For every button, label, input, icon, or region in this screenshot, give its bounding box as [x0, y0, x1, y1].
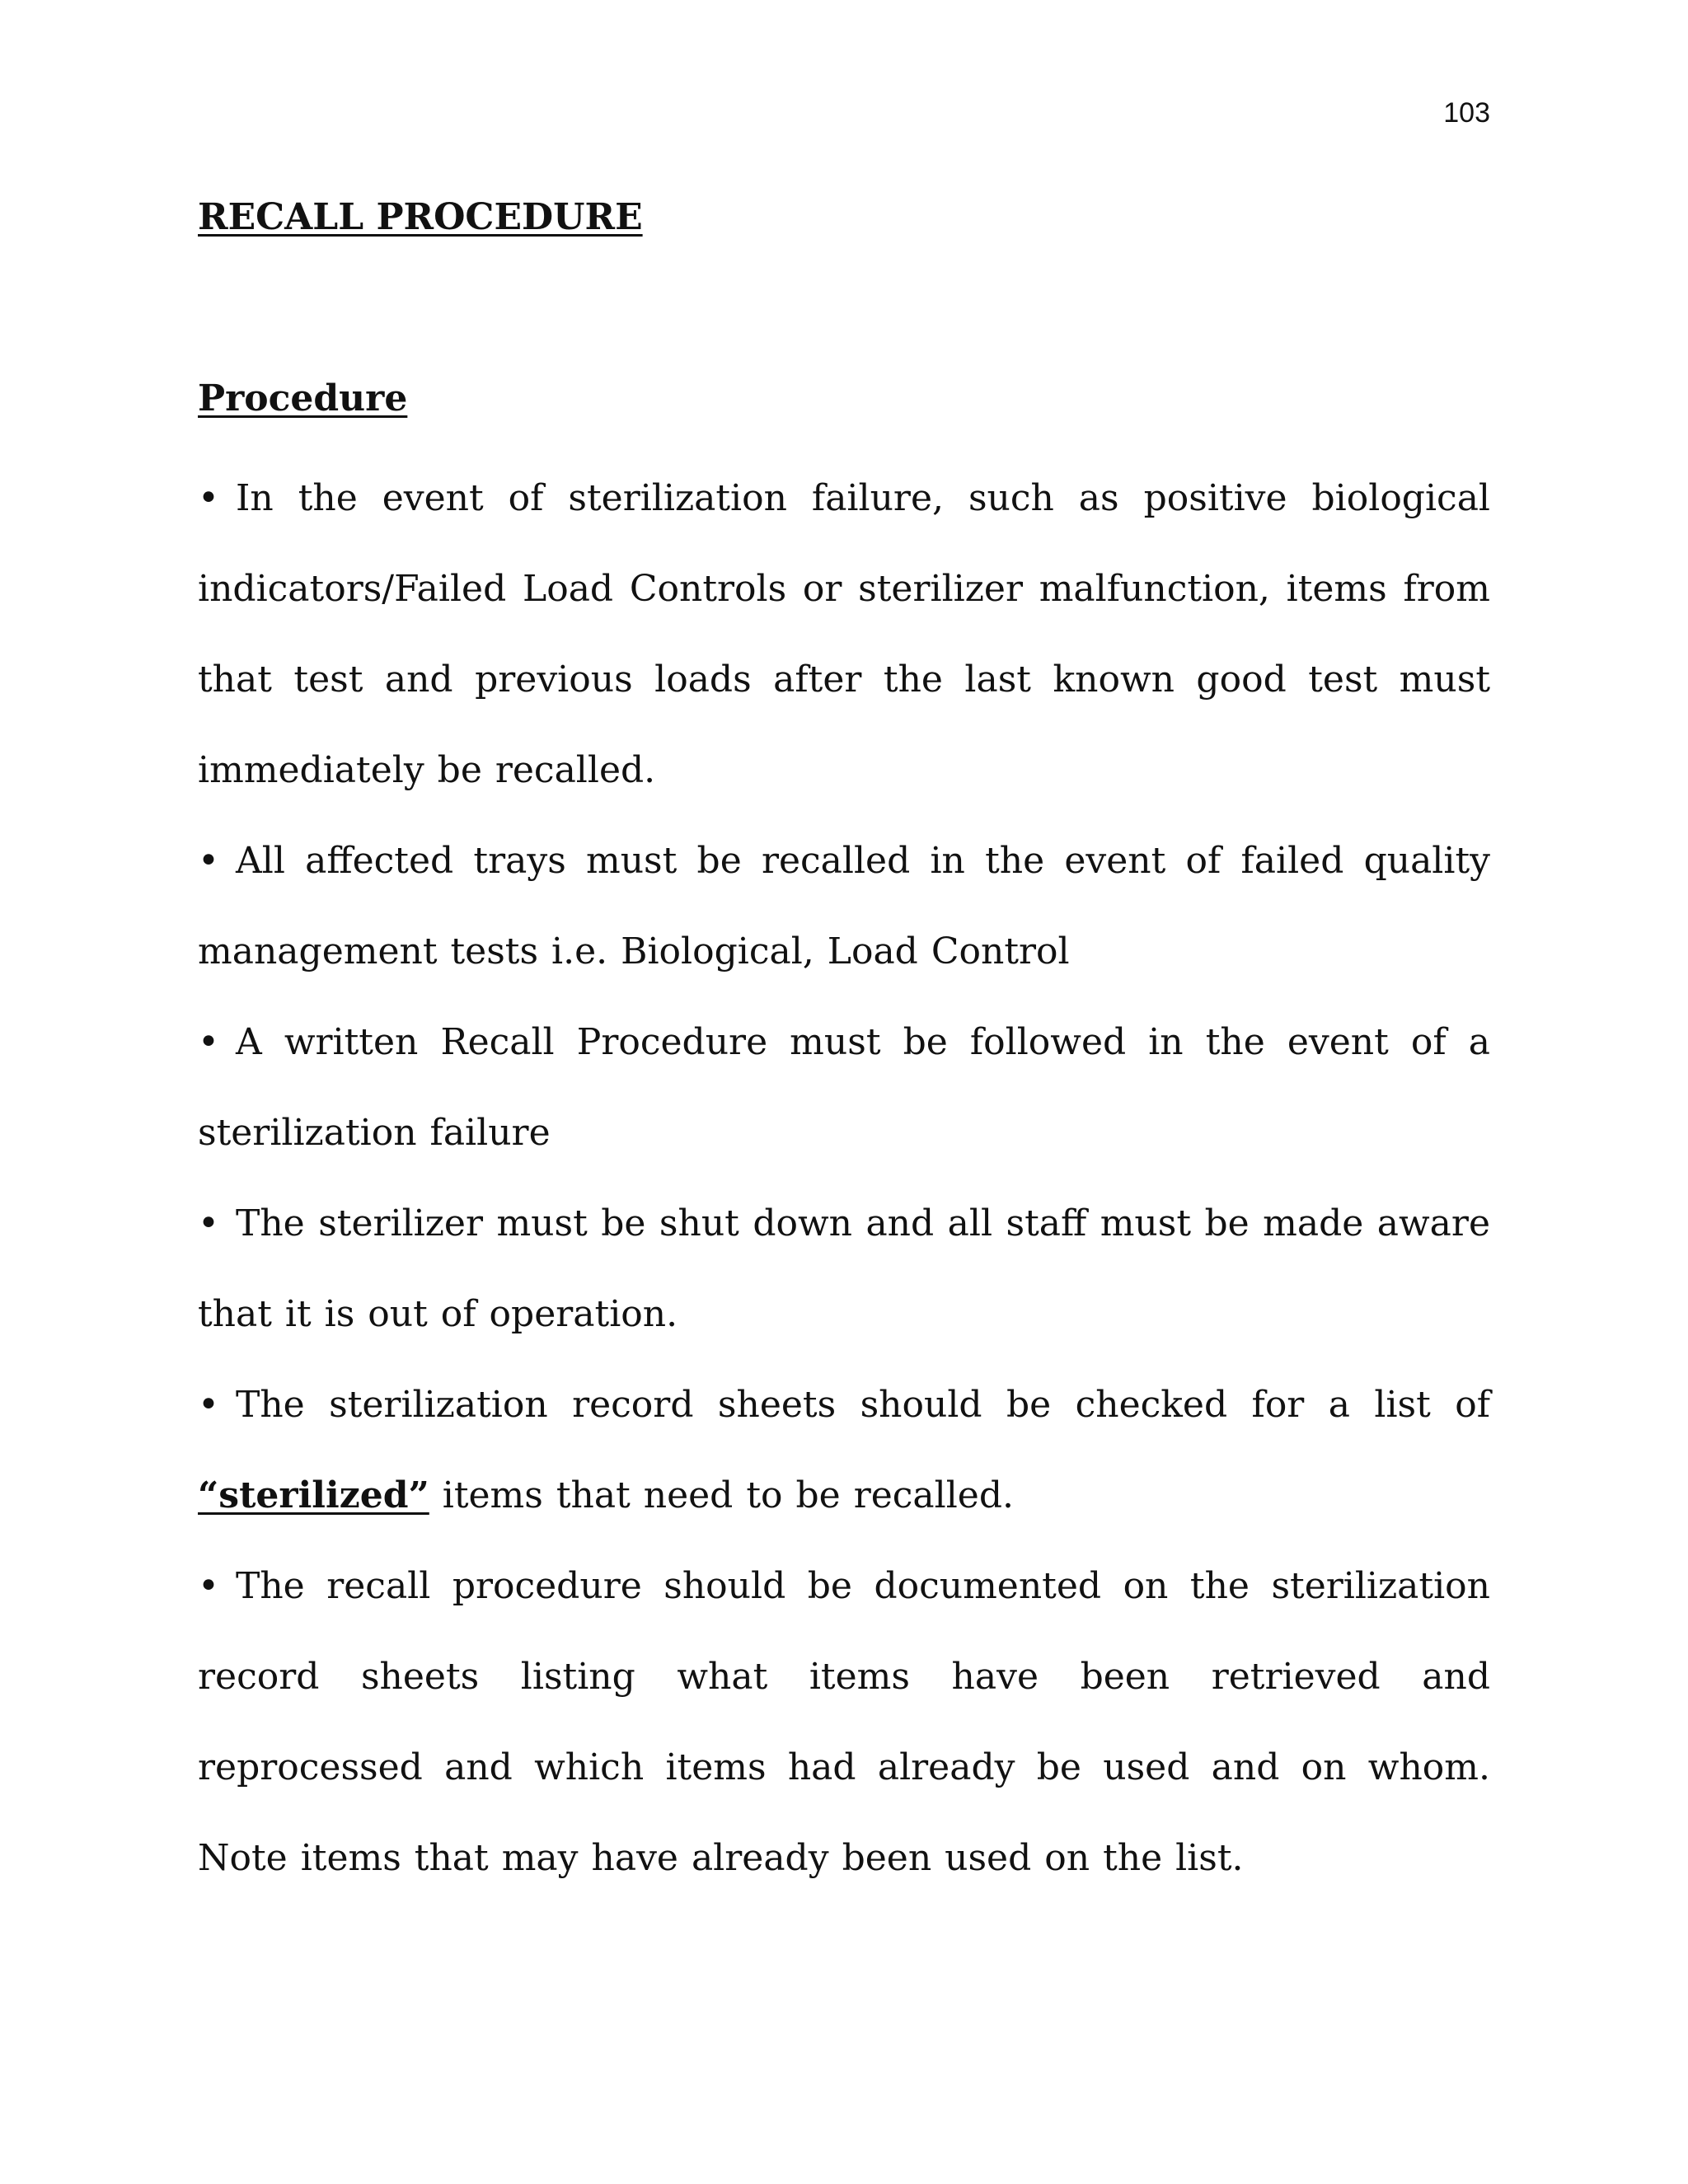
- procedure-item: [198, 1360, 1490, 1541]
- document-body: [198, 191, 1490, 1904]
- bullet-icon: •: [198, 1202, 219, 1244]
- procedure-item: [198, 453, 1490, 816]
- document-title: RECALL PROCEDURE: [198, 196, 643, 238]
- bullet-icon: •: [198, 840, 219, 882]
- bullet-icon: •: [198, 1565, 219, 1607]
- procedure-item-text-after: items that need to be recalled.: [429, 1474, 1014, 1516]
- procedure-list: [198, 453, 1490, 1904]
- procedure-item-text: All affected trays must be recalled in the event of failed quality management tests i.e. Biological, Load Control: [198, 840, 1490, 972]
- bullet-icon: •: [198, 1384, 219, 1426]
- procedure-item-text: In the event of sterilization failure, such as positive biological indicators/Failed Load Controls or sterilizer malfunction, items from that test and previous loads after the last known good test must immediately be recalled.: [198, 477, 1490, 791]
- procedure-item: [198, 997, 1490, 1179]
- bullet-icon: •: [198, 1021, 219, 1063]
- section-heading-procedure: Procedure: [198, 377, 408, 419]
- procedure-item-text: The recall procedure should be documented on the sterilization record sheets listing what items have been retrieved and reprocessed and which items had already be used and on whom. Note items that may have already been used on the list.: [198, 1565, 1490, 1879]
- procedure-item: [198, 1179, 1490, 1360]
- procedure-item-text-before: The sterilization record sheets should be checked for a list of: [236, 1384, 1490, 1426]
- procedure-item-text: A written Recall Procedure must be followed in the event of a sterilization failure: [198, 1021, 1490, 1154]
- procedure-item-text: The sterilizer must be shut down and all staff must be made aware that it is out of operation.: [198, 1202, 1490, 1335]
- emphasized-term: “sterilized”: [198, 1474, 429, 1516]
- page-number: 103: [1443, 97, 1490, 129]
- procedure-item: [198, 1541, 1490, 1904]
- bullet-icon: •: [198, 477, 219, 519]
- procedure-item: [198, 816, 1490, 997]
